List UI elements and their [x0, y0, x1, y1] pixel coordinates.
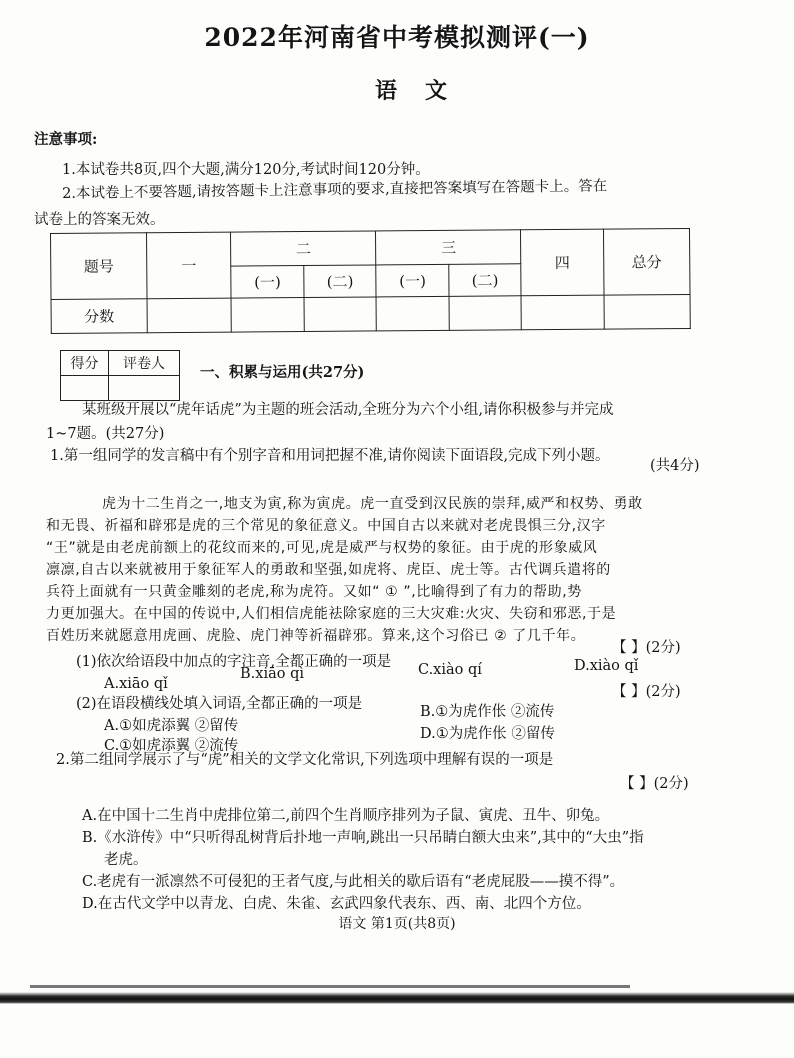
passage-line: “王”就是由老虎前额上的花纹而来的,可见,虎是威严与权势的象征。由于虎的形象威风	[46, 540, 598, 556]
notice-item-2-cont: 试卷上的答案无效。	[34, 212, 165, 228]
passage-line: 虎为十二生肖之一,地支为寅,称为寅虎。虎一直受到汉民族的崇拜,威严和权势、勇敢	[102, 496, 643, 512]
q2-option-a: A.在中国十二生肖中虎排位第二,前四个生肖顺序排列为子鼠、寅虎、丑牛、卯兔。	[82, 808, 610, 824]
page-footer: 语文 第1页(共8页)	[338, 916, 456, 932]
passage-line: 兵符上面就有一只黄金雕刻的老虎,称为虎符。又如“ ① ”,比喻得到了有力的帮助,势	[46, 584, 582, 600]
score-cell[interactable]	[521, 295, 604, 330]
passage-line: 凛凛,自古以来就被用于象征军人的勇敢和坚强,如虎将、虎臣、虎士等。古代调兵遣将的	[46, 562, 611, 578]
score-cell[interactable]	[147, 298, 232, 333]
passage-line: 百姓历来就愿意用虎画、虎脸、虎门神等祈福辟邪。算来,这个习俗已 ② 了几千年。	[46, 628, 586, 644]
option-b: B.①为虎作伥 ②流传	[420, 704, 555, 720]
q2-option-d: D.在古代文学中以青龙、白虎、朱雀、玄武四象代表东、西、南、北四个方位。	[82, 896, 591, 912]
passage-line: 力更加强大。在中国的传说中,人们相信虎能祛除家庭的三大灾难:火灾、失窃和邪恶,于是	[46, 606, 617, 622]
section-intro: 某班级开展以“虎年话虎”为主题的班会活动,全班分为六个小组,请你积极参与并完成	[82, 402, 614, 418]
score-table-header-number: 题号	[51, 233, 148, 300]
q2-option-b: B.《水浒传》中“只听得乱树背后扑地一声响,跳出一只吊睛白额大虫来”,其中的“大虫”指	[82, 830, 644, 846]
score-table-sub-3-2: (二)	[449, 264, 522, 297]
notice-item-2: 2.本试卷上不要答题,请按答题卡上注意事项的要求,直接把答案填写在答题卡上。答在	[62, 178, 608, 202]
score-table-header-part3: 三	[376, 230, 521, 265]
notice-item-1: 1.本试卷共8页,四个大题,满分120分,考试时间120分钟。	[62, 162, 430, 178]
answer-bracket[interactable]: 【 】(2分)	[612, 684, 681, 700]
option-b: B.xiāo qì	[240, 666, 304, 682]
option-a: A.xiāo qǐ	[104, 676, 168, 692]
option-d: D.xiào qǐ	[574, 658, 639, 674]
score-cell[interactable]	[304, 297, 377, 332]
score-table-row-label: 分数	[51, 299, 147, 334]
subject-title: 语文	[374, 78, 475, 104]
option-a: A.①如虎添翼 ②留传	[104, 718, 239, 734]
question-1-points: (共4分)	[650, 458, 700, 474]
option-c: C.①如虎添翼 ②流传	[104, 738, 239, 754]
score-table-header-total: 总分	[603, 228, 690, 295]
answer-bracket[interactable]: 【 】(2分)	[612, 640, 681, 656]
scan-edge-mark	[30, 985, 630, 988]
question-1-stem: 1.第一组同学的发言稿中有个别字音和用词把握不准,请你阅读下面语段,完成下列小题。	[50, 448, 610, 464]
grader-score-label: 得分	[61, 351, 109, 376]
option-c: C.xiào qí	[418, 662, 482, 678]
grader-score-cell[interactable]	[61, 376, 109, 401]
passage-line: 和无畏、祈福和辟邪是虎的三个常见的象征意义。中国自古以来就对老虎畏惧三分,汉字	[46, 518, 606, 534]
exam-title: 2022年河南省中考模拟测评(一)	[204, 23, 590, 52]
score-cell[interactable]	[231, 298, 304, 333]
score-cell[interactable]	[449, 296, 522, 331]
notice-heading: 注意事项:	[34, 131, 98, 148]
grader-name-cell[interactable]	[108, 376, 179, 401]
answer-bracket[interactable]: 【 】(2分)	[620, 776, 689, 792]
score-table-sub-2-2: (二)	[304, 265, 377, 298]
question-2-stem: 2.第二组同学展示了与“虎”相关的文学文化常识,下列选项中理解有误的一项是	[56, 752, 554, 768]
score-cell[interactable]	[604, 294, 691, 329]
score-table-header-part1: 一	[147, 232, 232, 299]
scan-edge-band	[0, 992, 794, 1004]
section-heading: 一、积累与运用(共27分)	[200, 364, 365, 381]
grader-name-label: 评卷人	[108, 351, 179, 376]
score-cell[interactable]	[376, 296, 449, 331]
q2-option-b-cont: 老虎。	[104, 852, 148, 868]
option-d: D.①为虎作伥 ②留传	[420, 726, 555, 742]
q2-option-c: C.老虎有一派凛然不可侵犯的王者气度,与此相关的歇后语有“老虎屁股——摸不得”。	[82, 874, 625, 890]
score-table-header-part4: 四	[521, 229, 604, 296]
sub-question-2-stem: (2)在语段横线处填入词语,全都正确的一项是	[76, 696, 363, 712]
grader-table	[60, 350, 180, 401]
score-table	[50, 228, 691, 334]
score-table-sub-3-1: (一)	[376, 264, 449, 297]
section-intro-cont: 1~7题。(共27分)	[46, 426, 165, 442]
sub-question-1-stem: (1)依次给语段中加点的字注音,全都正确的一项是	[76, 654, 392, 670]
score-table-sub-2-1: (一)	[231, 266, 304, 299]
score-table-header-part2: 二	[231, 231, 376, 266]
